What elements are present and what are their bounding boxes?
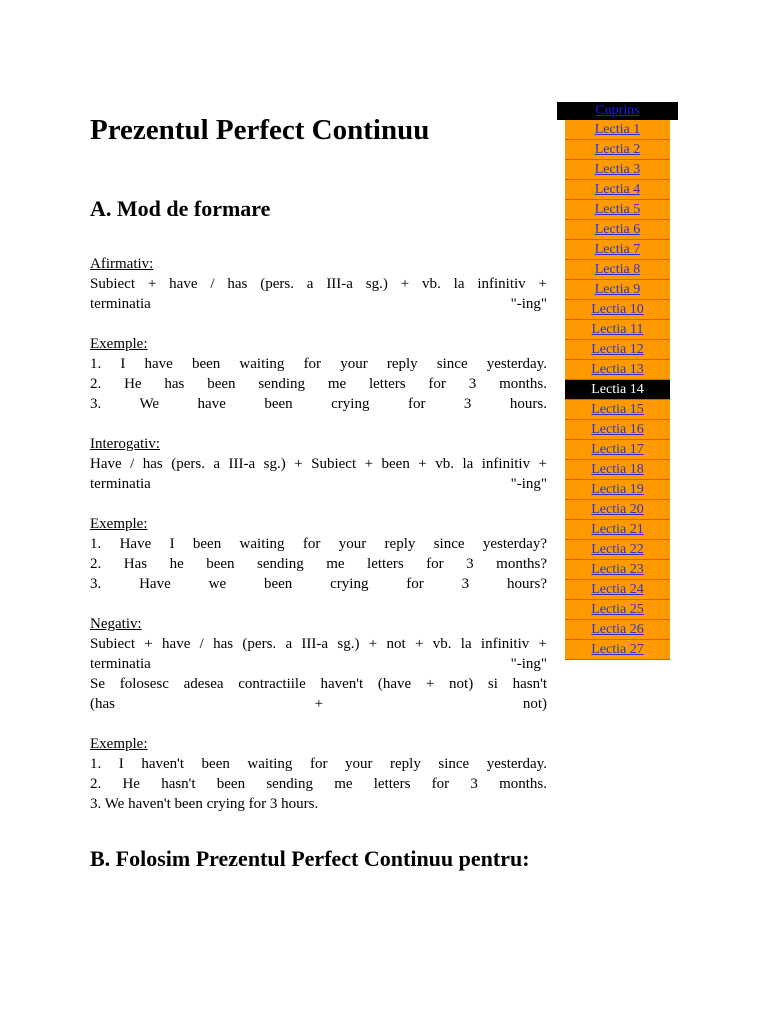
exemple-afirmativ-block bbox=[90, 334, 547, 414]
nav-item-link[interactable]: Lectia 17 bbox=[591, 442, 644, 457]
example-line: 2. Has he been sending me letters for 3 months? bbox=[90, 556, 547, 572]
nav-item[interactable] bbox=[565, 400, 670, 420]
nav-item-link[interactable]: Lectia 24 bbox=[591, 582, 644, 597]
nav-item-link[interactable]: Lectia 23 bbox=[591, 562, 644, 577]
negativ-line: Subiect + have / has (pers. a III-a sg.) + not + vb. la infinitiv + bbox=[90, 636, 547, 652]
nav-item[interactable] bbox=[565, 460, 670, 480]
nav-item-link[interactable]: Lectia 22 bbox=[591, 542, 644, 557]
example-line: 1. I have been waiting for your reply since yesterday. bbox=[90, 356, 547, 372]
exemple-interogativ-block bbox=[90, 514, 547, 594]
nav-item[interactable] bbox=[565, 600, 670, 620]
negativ-line: (has + not) bbox=[90, 696, 547, 712]
nav-item[interactable] bbox=[565, 360, 670, 380]
nav-item[interactable] bbox=[565, 620, 670, 640]
nav-item-link[interactable]: Lectia 11 bbox=[591, 322, 644, 337]
nav-item-link[interactable]: Lectia 1 bbox=[594, 122, 641, 137]
lesson-content bbox=[90, 110, 547, 874]
example-line: 1. Have I been waiting for your reply since yesterday? bbox=[90, 536, 547, 552]
example-line: 2. He hasn't been sending me letters for 3 months. bbox=[90, 776, 547, 792]
negativ-label: Negativ: bbox=[90, 616, 142, 632]
nav-item-link[interactable]: Lectia 21 bbox=[591, 522, 644, 537]
nav-item-link[interactable]: Lectia 8 bbox=[594, 262, 641, 277]
nav-item-link[interactable]: Lectia 4 bbox=[594, 182, 641, 197]
nav-item[interactable] bbox=[565, 540, 670, 560]
nav-item-link[interactable]: Lectia 19 bbox=[591, 482, 644, 497]
nav-item bbox=[565, 380, 670, 400]
example-line: 2. He has been sending me letters for 3 months. bbox=[90, 376, 547, 392]
nav-item-link[interactable]: Lectia 12 bbox=[591, 342, 644, 357]
nav-header bbox=[557, 102, 678, 120]
nav-item-link[interactable]: Lectia 27 bbox=[591, 642, 644, 657]
afirmativ-line: terminatia "-ing" bbox=[90, 296, 547, 312]
lesson-nav bbox=[557, 102, 678, 660]
nav-item[interactable] bbox=[565, 480, 670, 500]
nav-item-link[interactable]: Lectia 3 bbox=[594, 162, 641, 177]
nav-item-link[interactable]: Lectia 9 bbox=[594, 282, 641, 297]
nav-item-link[interactable]: Lectia 20 bbox=[591, 502, 644, 517]
example-line: 1. I haven't been waiting for your reply since yesterday. bbox=[90, 756, 547, 772]
afirmativ-line: Subiect + have / has (pers. a III-a sg.) + vb. la infinitiv + bbox=[90, 276, 547, 292]
nav-item[interactable] bbox=[565, 140, 670, 160]
interogativ-label: Interogativ: bbox=[90, 436, 160, 452]
nav-item[interactable] bbox=[565, 160, 670, 180]
negativ-line: Se folosesc adesea contractiile haven't (have + not) si hasn't bbox=[90, 676, 547, 692]
nav-item-link[interactable]: Lectia 5 bbox=[594, 202, 641, 217]
interogativ-block bbox=[90, 434, 547, 494]
nav-item-current: Lectia 14 bbox=[591, 382, 644, 397]
nav-item-link[interactable]: Lectia 7 bbox=[594, 242, 641, 257]
nav-item[interactable] bbox=[565, 120, 670, 140]
afirmativ-label: Afirmativ: bbox=[90, 256, 154, 272]
nav-item-link[interactable]: Lectia 13 bbox=[591, 362, 644, 377]
interogativ-line: terminatia "-ing" bbox=[90, 476, 547, 492]
section-b-heading: B. Folosim Prezentul Perfect Continuu pentru: bbox=[90, 846, 530, 871]
nav-item-link[interactable]: Lectia 16 bbox=[591, 422, 644, 437]
nav-list bbox=[565, 120, 670, 660]
example-line: 3. Have we been crying for 3 hours? bbox=[90, 576, 547, 592]
nav-item[interactable] bbox=[565, 420, 670, 440]
nav-item[interactable] bbox=[565, 240, 670, 260]
nav-item[interactable] bbox=[565, 520, 670, 540]
exemple-label: Exemple: bbox=[90, 336, 148, 352]
nav-item-link[interactable]: Lectia 2 bbox=[594, 142, 641, 157]
negativ-line: terminatia "-ing" bbox=[90, 656, 547, 672]
nav-item[interactable] bbox=[565, 180, 670, 200]
nav-item[interactable] bbox=[565, 560, 670, 580]
nav-item-link[interactable]: Lectia 10 bbox=[591, 302, 644, 317]
nav-item[interactable] bbox=[565, 320, 670, 340]
nav-item[interactable] bbox=[565, 200, 670, 220]
nav-item-link[interactable]: Lectia 15 bbox=[591, 402, 644, 417]
nav-item[interactable] bbox=[565, 220, 670, 240]
example-line: 3. We haven't been crying for 3 hours. bbox=[90, 796, 319, 812]
exemple-negativ-block bbox=[90, 734, 547, 814]
example-line: 3. We have been crying for 3 hours. bbox=[90, 396, 547, 412]
interogativ-line: Have / has (pers. a III-a sg.) + Subiect + been + vb. la infinitiv + bbox=[90, 456, 547, 472]
afirmativ-block bbox=[90, 254, 547, 314]
exemple-label: Exemple: bbox=[90, 736, 148, 752]
nav-item[interactable] bbox=[565, 280, 670, 300]
nav-item[interactable] bbox=[565, 500, 670, 520]
negativ-block bbox=[90, 614, 547, 714]
nav-header-link[interactable]: Cuprins bbox=[595, 103, 640, 118]
nav-item-link[interactable]: Lectia 18 bbox=[591, 462, 644, 477]
page-title: Prezentul Perfect Continuu bbox=[90, 114, 430, 146]
nav-item[interactable] bbox=[565, 340, 670, 360]
nav-item[interactable] bbox=[565, 440, 670, 460]
section-a-heading: A. Mod de formare bbox=[90, 196, 271, 221]
nav-item[interactable] bbox=[565, 300, 670, 320]
nav-item[interactable] bbox=[565, 640, 670, 660]
nav-item-link[interactable]: Lectia 25 bbox=[591, 602, 644, 617]
nav-item[interactable] bbox=[565, 260, 670, 280]
nav-item-link[interactable]: Lectia 6 bbox=[594, 222, 641, 237]
exemple-label: Exemple: bbox=[90, 516, 148, 532]
nav-item[interactable] bbox=[565, 580, 670, 600]
nav-item-link[interactable]: Lectia 26 bbox=[591, 622, 644, 637]
